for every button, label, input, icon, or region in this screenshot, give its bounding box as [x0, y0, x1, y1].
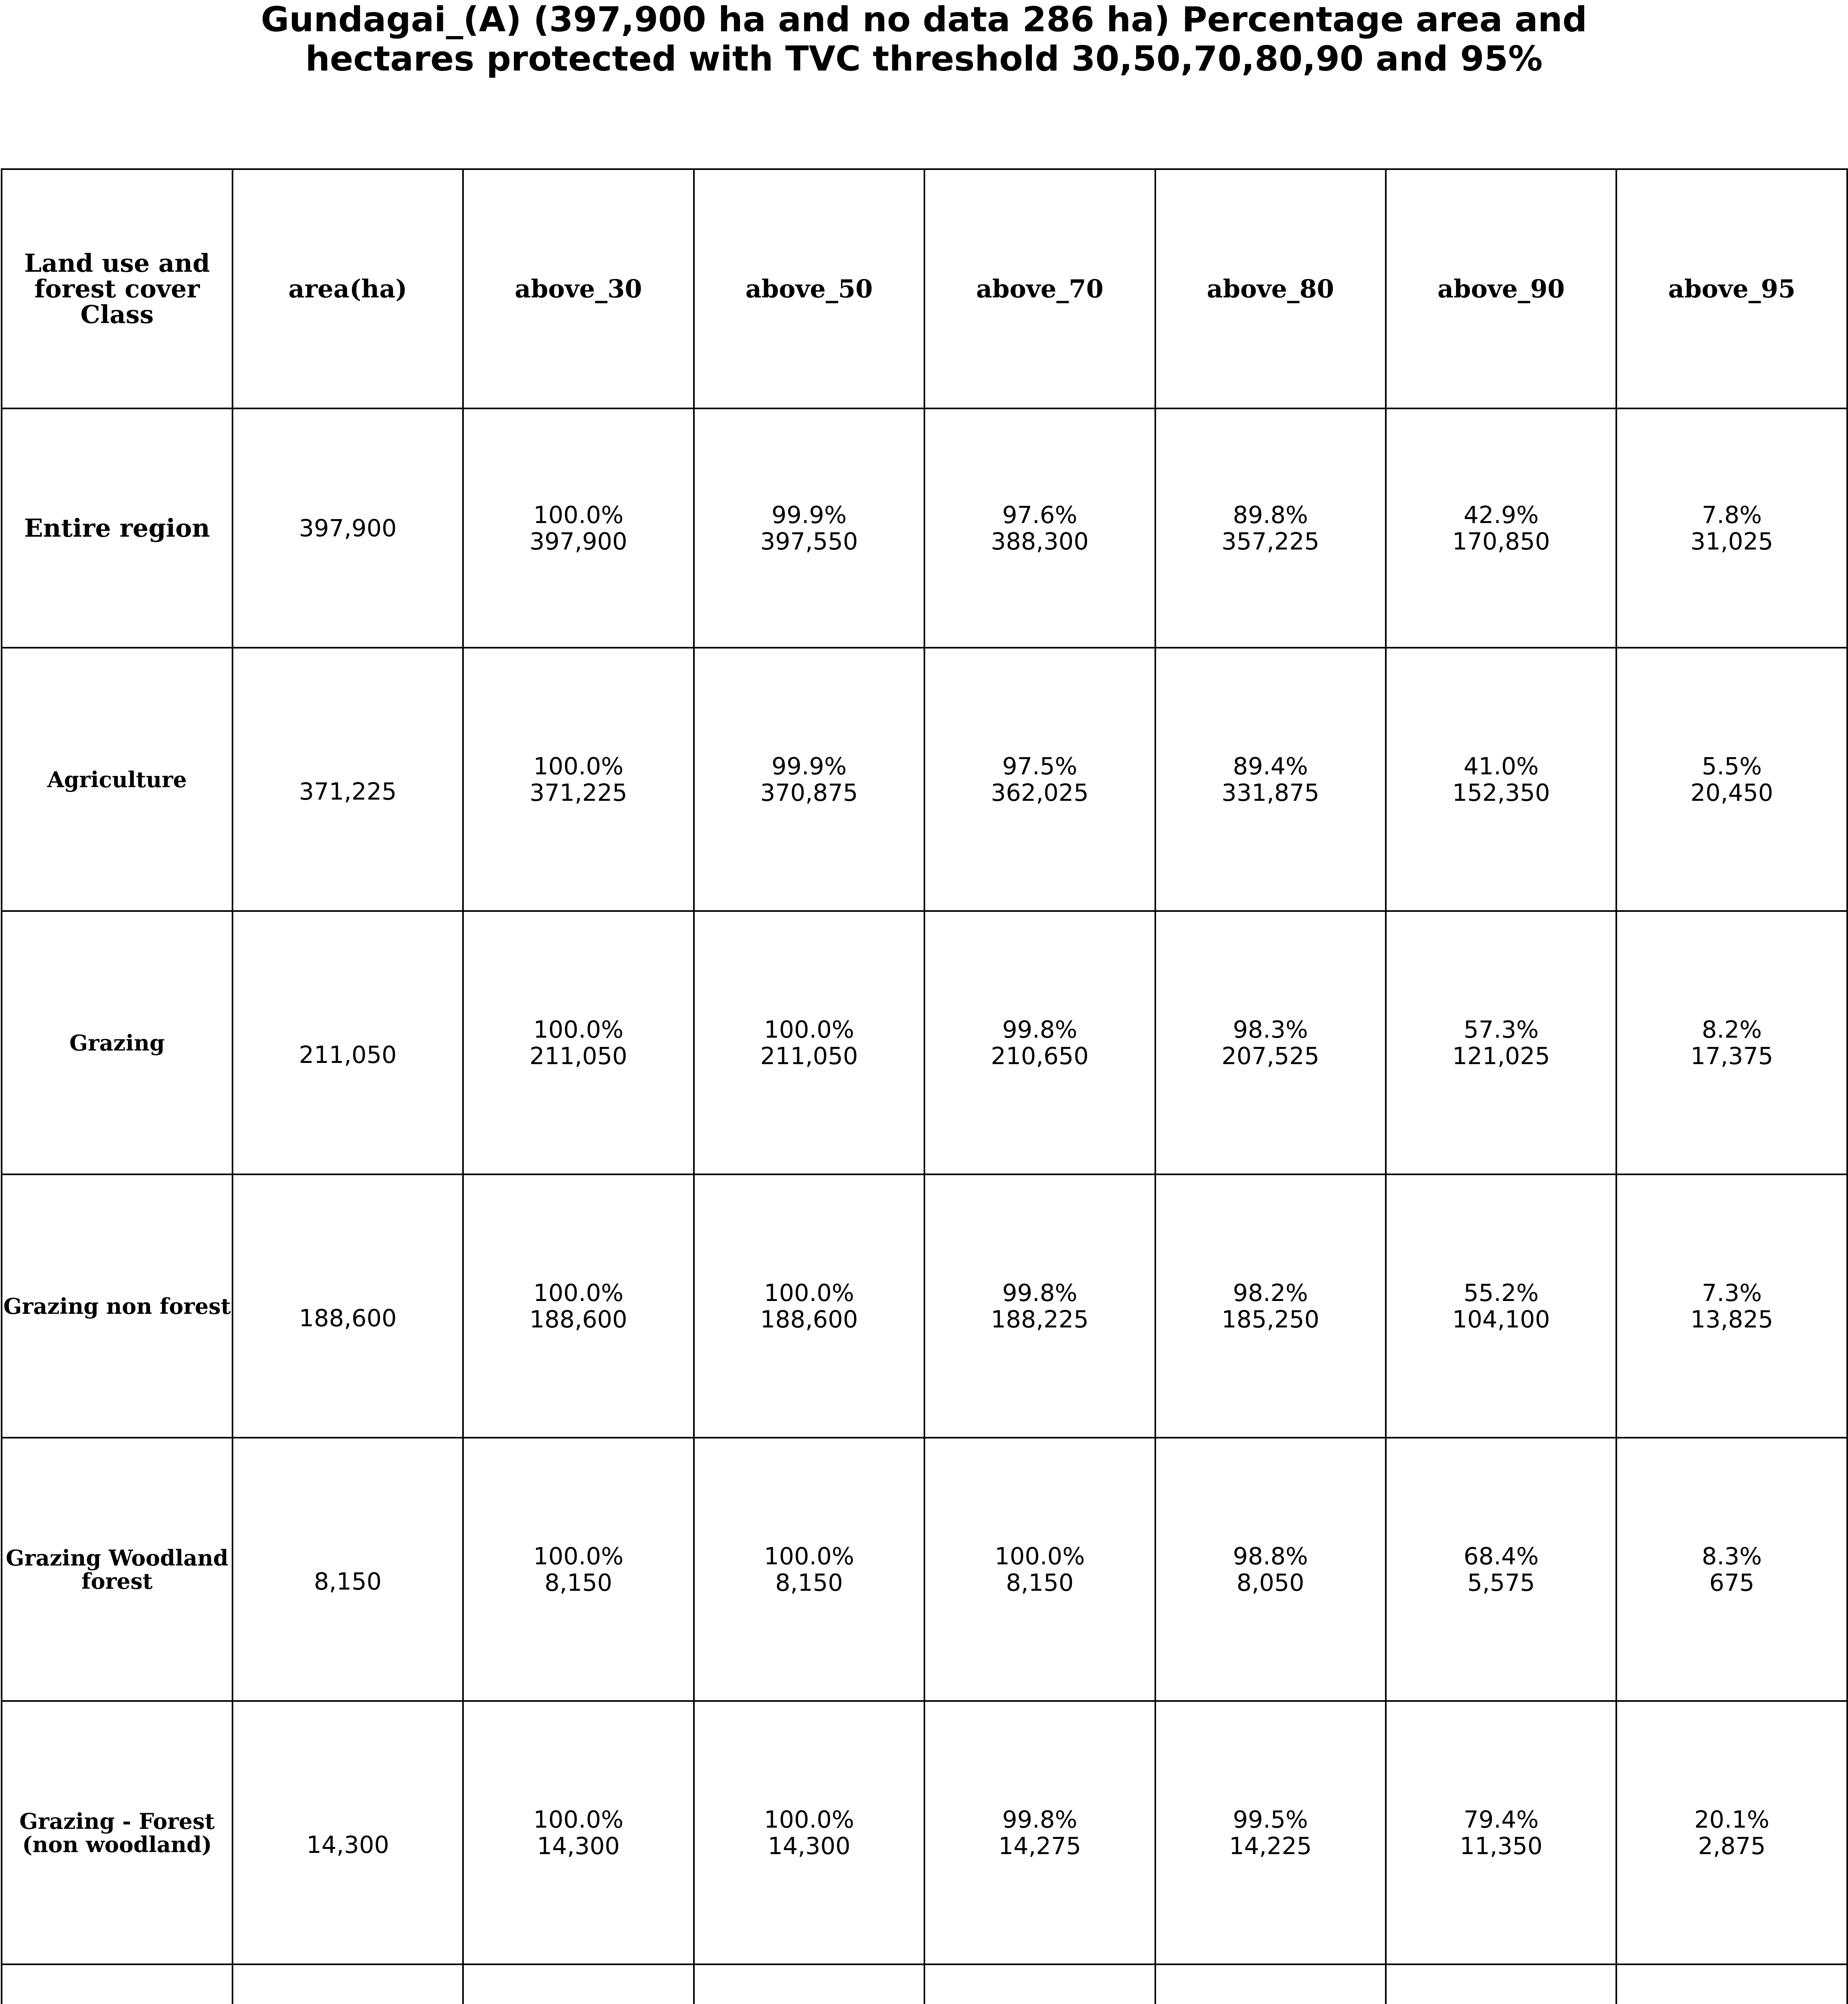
table-cell	[694, 1174, 924, 1438]
cell-hectares: 331,875	[1221, 778, 1320, 806]
table-cell	[1155, 1174, 1386, 1438]
table-cell	[694, 408, 924, 648]
table-row	[2, 648, 1847, 911]
cell-percent: 99.9%	[771, 752, 847, 780]
cell-hectares: 211,050	[760, 1042, 858, 1070]
header-area: area(ha)	[233, 169, 463, 408]
table-cell	[1386, 648, 1616, 911]
cell-percent: 100.0%	[764, 1805, 854, 1833]
cell-hectares: 8,050	[1236, 1568, 1304, 1596]
cell-percent: 79.4%	[1464, 1805, 1539, 1833]
cell-percent: 8.2%	[1702, 1015, 1762, 1043]
row-area: 188,600	[233, 1174, 463, 1438]
cell-percent: 99.8%	[1002, 1805, 1078, 1833]
cell-hectares: 388,300	[991, 527, 1089, 555]
cell-hectares: 397,550	[760, 527, 858, 555]
row-label: Grazing	[2, 911, 233, 1174]
cell-hectares: 188,600	[760, 1305, 858, 1333]
row-label: Entire region	[2, 408, 233, 648]
table-cell	[924, 1964, 1155, 2004]
cell-hectares: 152,350	[1452, 778, 1550, 806]
row-label: Grazing - Forest (non woodland)	[2, 1701, 233, 1964]
cell-hectares: 13,825	[1690, 1305, 1773, 1333]
table-cell	[1386, 1438, 1616, 1701]
header-above-95: above_95	[1616, 169, 1847, 408]
cell-percent: 100.0%	[764, 1542, 854, 1570]
header-above-80: above_80	[1155, 169, 1386, 408]
cell-hectares: 14,275	[998, 1832, 1081, 1860]
table-cell	[1616, 648, 1847, 911]
cell-percent: 20.1%	[1694, 1805, 1769, 1833]
cell-percent: 100.0%	[533, 752, 624, 780]
row-area: 8,150	[233, 1438, 463, 1701]
row-area: 14,300	[233, 1701, 463, 1964]
table-cell	[924, 1438, 1155, 1701]
table-cell	[1155, 911, 1386, 1174]
table-cell	[924, 648, 1155, 911]
cell-percent: 100.0%	[533, 1015, 624, 1043]
table-cell	[1155, 408, 1386, 648]
cell-hectares: 2,875	[1698, 1832, 1766, 1860]
cell-percent: 89.4%	[1233, 752, 1308, 780]
cell-hectares: 207,525	[1221, 1042, 1320, 1070]
cell-hectares: 357,225	[1221, 527, 1320, 555]
header-above-90: above_90	[1386, 169, 1616, 408]
table-cell	[463, 1438, 694, 1701]
cell-percent: 100.0%	[533, 501, 624, 529]
cell-percent: 7.8%	[1702, 501, 1762, 529]
cell-hectares: 14,300	[768, 1832, 851, 1860]
table-row	[2, 911, 1847, 1174]
cell-percent: 99.5%	[1233, 1805, 1308, 1833]
row-area	[233, 1964, 463, 2004]
table-row	[2, 1174, 1847, 1438]
table-cell	[463, 1174, 694, 1438]
row-area: 211,050	[233, 911, 463, 1174]
row-label: Grazing non forest	[2, 1174, 233, 1438]
protection-table	[1, 168, 1848, 2004]
table-cell	[1616, 1174, 1847, 1438]
table-cell	[1616, 1701, 1847, 1964]
cell-hectares: 370,875	[760, 778, 858, 806]
cell-hectares: 14,300	[537, 1832, 620, 1860]
row-area: 397,900	[233, 408, 463, 648]
table-cell	[694, 1964, 924, 2004]
table-cell	[1155, 1701, 1386, 1964]
title-line-1: Gundagai_(A) (397,900 ha and no data 286 ha) Percentage area and	[261, 0, 1587, 40]
table-cell	[1155, 1438, 1386, 1701]
table-row	[2, 408, 1847, 648]
cell-percent: 89.8%	[1233, 501, 1308, 529]
table-cell	[924, 911, 1155, 1174]
table-cell	[463, 1701, 694, 1964]
table-cell	[1386, 408, 1616, 648]
header-class: Land use and forest cover Class	[2, 169, 233, 408]
table-cell	[924, 408, 1155, 648]
table-body	[2, 408, 1847, 2004]
cell-percent: 99.9%	[771, 501, 847, 529]
row-area: 371,225	[233, 648, 463, 911]
cell-hectares: 675	[1709, 1568, 1755, 1596]
table-cell	[1386, 911, 1616, 1174]
table-cell	[463, 648, 694, 911]
cell-hectares: 188,225	[991, 1305, 1089, 1333]
cell-hectares: 121,025	[1452, 1042, 1550, 1070]
cell-hectares: 8,150	[775, 1568, 843, 1596]
table-row	[2, 1964, 1847, 2004]
cell-percent: 100.0%	[995, 1542, 1085, 1570]
table-cell	[694, 1438, 924, 1701]
header-above-50: above_50	[694, 169, 924, 408]
cell-hectares: 188,600	[529, 1305, 627, 1333]
table-cell	[1616, 911, 1847, 1174]
cell-percent: 42.9%	[1464, 501, 1539, 529]
table-cell	[1616, 1964, 1847, 2004]
cell-percent: 100.0%	[533, 1542, 624, 1570]
header-above-70: above_70	[924, 169, 1155, 408]
cell-percent: 100.0%	[533, 1279, 624, 1307]
table-cell	[463, 408, 694, 648]
cell-percent: 97.6%	[1002, 501, 1078, 529]
cell-hectares: 20,450	[1690, 778, 1773, 806]
cell-hectares: 31,025	[1690, 527, 1773, 555]
table-cell	[463, 911, 694, 1174]
cell-hectares: 210,650	[991, 1042, 1089, 1070]
title-line-2: hectares protected with TVC threshold 30,50,70,80,90 and 95%	[305, 39, 1543, 79]
table-cell	[924, 1701, 1155, 1964]
cell-hectares: 371,225	[529, 778, 627, 806]
cell-hectares: 104,100	[1452, 1305, 1550, 1333]
cell-hectares: 185,250	[1221, 1305, 1320, 1333]
cell-percent: 100.0%	[533, 1805, 624, 1833]
cell-percent: 98.3%	[1233, 1015, 1308, 1043]
cell-hectares: 17,375	[1690, 1042, 1773, 1070]
page-title	[0, 0, 1848, 79]
cell-percent: 8.3%	[1702, 1542, 1762, 1570]
table-cell	[694, 911, 924, 1174]
cell-percent: 98.8%	[1233, 1542, 1308, 1570]
table-cell	[1386, 1174, 1616, 1438]
cell-percent: 99.8%	[1002, 1015, 1078, 1043]
table-cell	[1616, 1438, 1847, 1701]
cell-percent: 7.3%	[1702, 1279, 1762, 1307]
cell-hectares: 397,900	[529, 527, 627, 555]
cell-percent: 100.0%	[764, 1279, 854, 1307]
cell-percent: 97.5%	[1002, 752, 1078, 780]
table-cell	[1386, 1701, 1616, 1964]
cell-hectares: 8,150	[544, 1568, 613, 1596]
table-cell	[1616, 408, 1847, 648]
table-cell	[1155, 1964, 1386, 2004]
cell-hectares: 211,050	[529, 1042, 627, 1070]
table-cell	[924, 1174, 1155, 1438]
cell-hectares: 362,025	[991, 778, 1089, 806]
table-header-row	[2, 169, 1847, 408]
cell-percent: 55.2%	[1464, 1279, 1539, 1307]
cell-percent: 100.0%	[764, 1015, 854, 1043]
cell-hectares: 8,150	[1006, 1568, 1074, 1596]
table-cell	[694, 648, 924, 911]
header-above-30: above_30	[463, 169, 694, 408]
cell-hectares: 5,575	[1467, 1568, 1535, 1596]
cell-percent: 41.0%	[1464, 752, 1539, 780]
cell-hectares: 11,350	[1460, 1832, 1543, 1860]
table-cell	[694, 1701, 924, 1964]
row-label	[2, 1964, 233, 2004]
cell-percent: 57.3%	[1464, 1015, 1539, 1043]
table-cell	[1155, 648, 1386, 911]
cell-percent: 5.5%	[1702, 752, 1762, 780]
table-row	[2, 1438, 1847, 1701]
table-cell	[1386, 1964, 1616, 2004]
row-label: Agriculture	[2, 648, 233, 911]
table-cell	[463, 1964, 694, 2004]
cell-hectares: 14,225	[1229, 1832, 1312, 1860]
row-label: Grazing Woodland forest	[2, 1438, 233, 1701]
table-row	[2, 1701, 1847, 1964]
cell-percent: 68.4%	[1464, 1542, 1539, 1570]
cell-percent: 99.8%	[1002, 1279, 1078, 1307]
cell-hectares: 170,850	[1452, 527, 1550, 555]
cell-percent: 98.2%	[1233, 1279, 1308, 1307]
